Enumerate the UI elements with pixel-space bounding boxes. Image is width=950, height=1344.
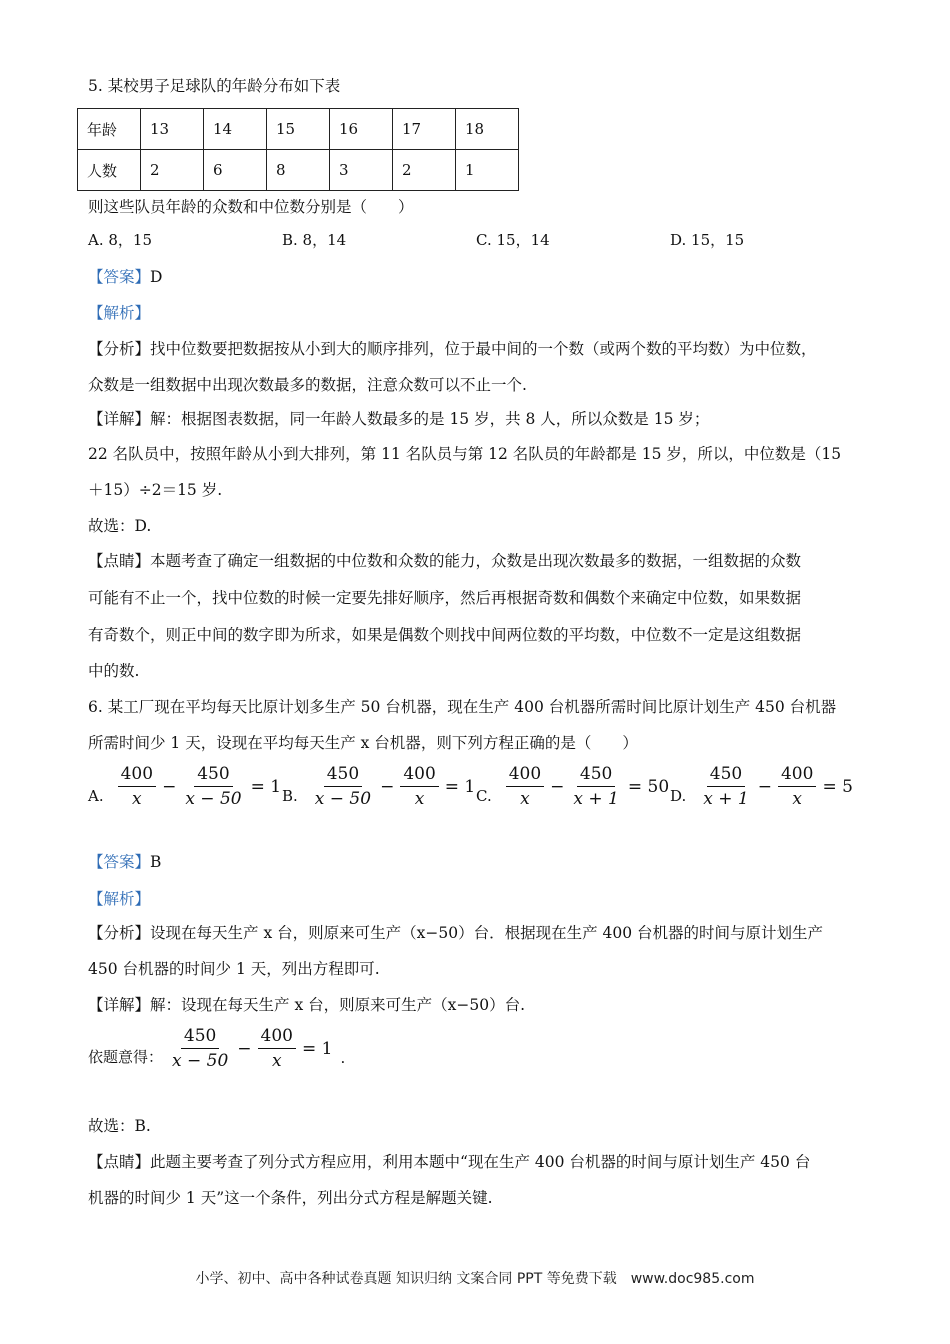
- fraction: [400, 764, 438, 809]
- denominator: x + 1: [703, 789, 749, 809]
- table-cell: 年龄: [78, 109, 141, 150]
- table-cell: 17: [393, 109, 456, 150]
- denominator: x: [132, 789, 142, 809]
- q5-xiangjie-line-3: ＋15）÷2＝15 岁.: [88, 481, 223, 499]
- operator: −: [380, 776, 395, 797]
- q5-choose: 故选：D.: [88, 517, 152, 535]
- answer-tag: 【答案】: [88, 268, 151, 286]
- denominator: x − 50: [185, 789, 242, 809]
- q6-analysis-tag: [88, 888, 150, 910]
- fraction: [118, 764, 156, 809]
- table-cell: 13: [141, 109, 204, 150]
- option-label: C.: [476, 787, 492, 805]
- q5-dianjing-line-2: 可能有不止一个，找中位数的时候一定要先排好顺序，然后再根据奇数和偶数个来确定中位数，如果数据: [88, 589, 802, 607]
- fraction: [570, 764, 621, 809]
- denominator: x: [271, 1051, 282, 1071]
- denominator: x: [792, 789, 802, 809]
- q6-dianjing-line-2: 机器的时间少 1 天”这一个条件，列出分式方程是解题关键.: [88, 1189, 493, 1207]
- table-cell: 人数: [78, 150, 141, 191]
- xiangjie-tag: 【详解】: [88, 996, 151, 1014]
- numerator: 450: [181, 1026, 219, 1049]
- q5-answer: [88, 266, 162, 288]
- rhs: = 5: [822, 776, 853, 797]
- numerator: 450: [577, 764, 615, 787]
- fraction: [778, 764, 816, 809]
- denominator: x + 1: [573, 789, 619, 809]
- q5-xiangjie-line-1: [88, 408, 709, 430]
- fenxi-tag: 【分析】: [88, 340, 151, 358]
- operator: −: [237, 1038, 252, 1059]
- fraction: [506, 764, 544, 809]
- q5-question: 则这些队员年龄的众数和中位数分别是（ ）: [88, 198, 414, 216]
- numerator: 400: [118, 764, 156, 787]
- q6-line-1: 6. 某工厂现在平均每天比原计划多生产 50 台机器，现在生产 400 台机器所需时间比原计划生产 450 台机器: [88, 698, 837, 716]
- table-cell: 2: [141, 150, 204, 191]
- q5-option-a: A. 8，15: [88, 231, 152, 249]
- table-cell: 1: [456, 150, 519, 191]
- numerator: 450: [194, 764, 232, 787]
- table-cell: 18: [456, 109, 519, 150]
- table-cell: 3: [330, 150, 393, 191]
- xiangjie-text: 解：设现在每天生产 x 台，则原来可生产（x−50）台.: [150, 996, 525, 1014]
- q6-dianjing-line-1: [88, 1151, 810, 1173]
- denominator: x − 50: [314, 789, 372, 809]
- operator: −: [550, 776, 565, 797]
- fraction: [700, 764, 751, 809]
- q6-answer: [88, 851, 161, 873]
- xiangjie-text: 解：根据图表数据，同一年龄人数最多的是 15 岁，共 8 人，所以众数是 15 岁；: [150, 410, 710, 428]
- age-table: [77, 108, 519, 191]
- denominator: x − 50: [172, 1051, 229, 1071]
- xiangjie-tag: 【详解】: [88, 410, 151, 428]
- q5-fenxi-line-1: [88, 338, 817, 360]
- table-row: [78, 109, 519, 150]
- q5-xiangjie-line-2: 22 名队员中，按照年龄从小到大排列，第 11 名队员与第 12 名队员的年龄都是 15 岁，所以，中位数是（15: [88, 445, 842, 463]
- q6-option-c: [476, 764, 675, 809]
- table-cell: 14: [204, 109, 267, 150]
- option-label: D.: [670, 787, 687, 805]
- option-label: B.: [282, 787, 298, 805]
- q6-line-2: 所需时间少 1 天，设现在平均每天生产 x 台机器，则下列方程正确的是（ ）: [88, 734, 638, 752]
- q6-fenxi-line-1: [88, 922, 823, 944]
- numerator: 450: [324, 764, 362, 787]
- q6-fenxi-line-2: 450 台机器的时间少 1 天，列出方程即可.: [88, 960, 380, 978]
- numerator: 450: [707, 764, 745, 787]
- dianjing-text: 此题主要考查了列分式方程应用，利用本题中“现在生产 400 台机器的时间与原计划生产 450 台: [150, 1153, 811, 1171]
- rhs: = 1: [302, 1038, 333, 1059]
- numerator: 400: [778, 764, 816, 787]
- q5-analysis-tag: [88, 302, 150, 324]
- operator: −: [162, 776, 177, 797]
- option-label: A.: [88, 787, 104, 805]
- table-row: [78, 150, 519, 191]
- footer-text: 小学、初中、高中各种试卷真题 知识归纳 文案合同 PPT 等免费下载 www.doc985.com: [195, 1271, 755, 1287]
- q5-dianjing-line-1: [88, 550, 801, 572]
- fraction: [312, 764, 374, 809]
- dianjing-text: 本题考查了确定一组数据的中位数和众数的能力，众数是出现次数最多的数据，一组数据的众数: [150, 552, 802, 570]
- table-cell: 15: [267, 109, 330, 150]
- rhs: = 1: [444, 776, 476, 797]
- table-cell: 8: [267, 150, 330, 191]
- answer-tag: 【答案】: [88, 853, 151, 871]
- dianjing-tag: 【点睛】: [88, 1153, 151, 1171]
- numerator: 400: [400, 764, 438, 787]
- q5-dianjing-line-4: 中的数.: [88, 662, 140, 680]
- answer-value: D: [150, 268, 163, 286]
- q6-choose: 故选：B.: [88, 1117, 151, 1135]
- dianjing-tag: 【点睛】: [88, 552, 151, 570]
- answer-value: B: [150, 853, 162, 871]
- table-cell: 16: [330, 109, 393, 150]
- fenxi-text: 找中位数要把数据按从小到大的顺序排列，位于最中间的一个数（或两个数的平均数）为中位数，: [150, 340, 817, 358]
- denominator: x: [414, 789, 425, 809]
- fraction: [169, 1026, 231, 1071]
- table-cell: 6: [204, 150, 267, 191]
- yiti-label: 依题意得：: [88, 1048, 164, 1066]
- analysis-tag: 【解析】: [88, 304, 151, 322]
- q5-dianjing-line-3: 有奇数个，则正中间的数字即为所求，如果是偶数个则找中间两位数的平均数，中位数不一定是这组数据: [88, 626, 802, 644]
- denominator: x: [520, 789, 530, 809]
- fenxi-tag: 【分析】: [88, 924, 151, 942]
- table-cell: 2: [393, 150, 456, 191]
- fenxi-text: 设现在每天生产 x 台，则原来可生产（x−50）台．根据现在生产 400 台机器的时间与原计划生产: [150, 924, 824, 942]
- numerator: 400: [258, 1026, 296, 1049]
- fraction: [182, 764, 244, 809]
- q6-option-d: [670, 764, 859, 809]
- q6-equation: [88, 1026, 359, 1071]
- numerator: 400: [506, 764, 544, 787]
- fraction: [258, 1026, 296, 1071]
- q6-option-a: [88, 764, 287, 809]
- q5-option-b: B. 8，14: [282, 231, 347, 249]
- q5-option-d: D. 15，15: [670, 231, 745, 249]
- analysis-tag: 【解析】: [88, 890, 151, 908]
- q6-option-b: [282, 764, 481, 809]
- q5-title: 5. 某校男子足球队的年龄分布如下表: [88, 77, 341, 95]
- q5-option-c: C. 15，14: [476, 231, 550, 249]
- period: .: [340, 1049, 346, 1067]
- operator: −: [757, 776, 772, 797]
- rhs: = 50: [627, 776, 670, 797]
- rhs: = 1: [250, 776, 282, 797]
- q6-xiangjie-line-1: [88, 994, 525, 1016]
- q5-fenxi-line-2: 众数是一组数据中出现次数最多的数据，注意众数可以不止一个.: [88, 376, 527, 394]
